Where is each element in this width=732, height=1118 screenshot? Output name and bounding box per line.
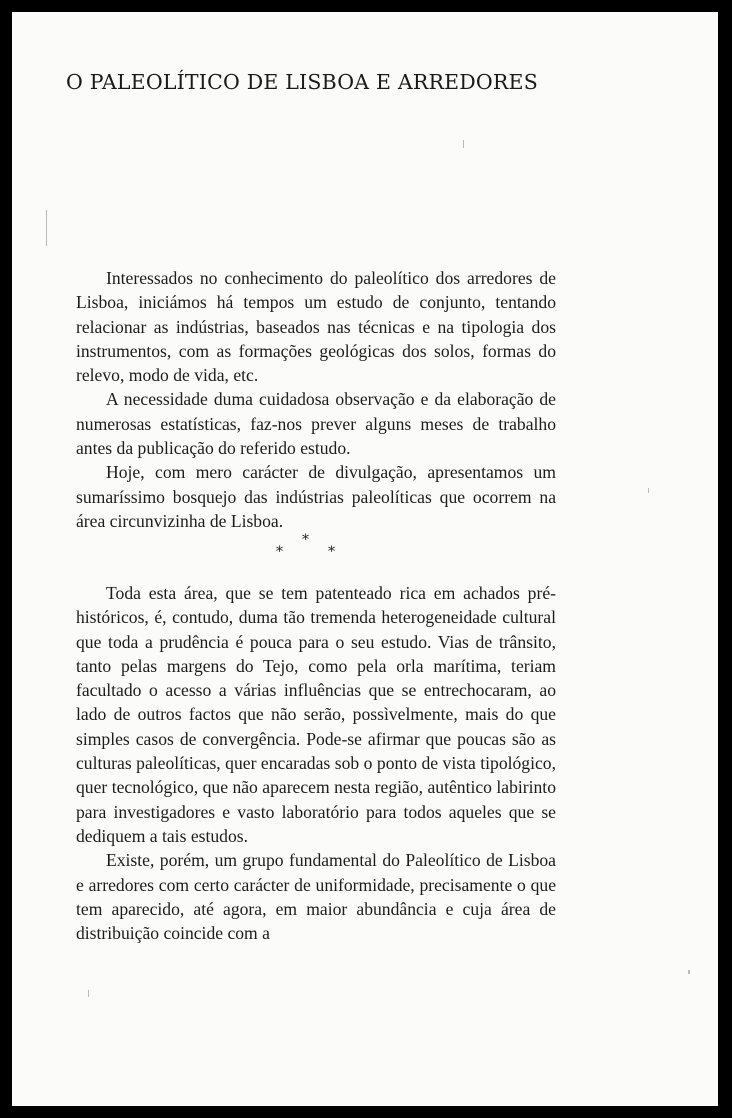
page: [12, 12, 718, 1106]
intro-section: [76, 266, 556, 533]
section-separator: [276, 532, 346, 562]
page-title: O PALEOLÍTICO DE LISBOA E ARREDORES: [66, 70, 538, 94]
scan-speck: [88, 990, 89, 997]
asterisk: *: [276, 544, 283, 560]
asterisk: *: [302, 532, 309, 548]
asterisk: *: [328, 544, 335, 560]
paragraph: Toda esta área, que se tem patenteado rica em achados pré-históricos, é, contudo, duma tão tremenda heterogeneidade cultural que toda a prudência é pouca para o seu estudo. Vias de trânsito, tanto pelas margens do Tejo, como pela orla marítima, teriam facultado o acesso a várias influências que se entrechocaram, ao lado de outros factos que não serão, possìvelmente, mais do que simples casos de convergência. Pode-se afirmar que poucas são as culturas paleolíticas, quer encaradas sob o ponto de vista tipológico, quer tecnológico, que não aparecem nesta região, autêntico labirinto para investigadores e vasto laboratório para todos aqueles que se dediquem a tais estudos.: [76, 583, 556, 846]
scan-speck: [46, 210, 47, 246]
scan-speck: [463, 140, 464, 148]
scan-speck: [648, 488, 649, 493]
main-section: [76, 581, 556, 945]
scan-speck: [688, 970, 690, 974]
paragraph: Existe, porém, um grupo fundamental do Paleolítico de Lisboa e arredores com certo carácter de uniformidade, precisamente o que tem aparecido, até agora, em maior abundância e cuja área de distribuição coincide com a: [76, 850, 556, 944]
paragraph: Interessados no conhecimento do paleolítico dos arredores de Lisboa, iniciámos há tempos um estudo de conjunto, tentando relacionar as indústrias, baseados nas técnicas e na tipologia dos instrumentos, com as formações geológicas dos solos, formas do relevo, modo de vida, etc.: [76, 268, 556, 386]
paragraph: A necessidade duma cuidadosa observação e da elaboração de numerosas estatísticas, faz-nos prever alguns meses de trabalho antes da publicação do referido estudo.: [76, 389, 556, 459]
paragraph: Hoje, com mero carácter de divulgação, apresentamos um sumaríssimo bosquejo das indústrias paleolíticas que ocorrem na área circunvizinha de Lisboa.: [76, 462, 556, 531]
